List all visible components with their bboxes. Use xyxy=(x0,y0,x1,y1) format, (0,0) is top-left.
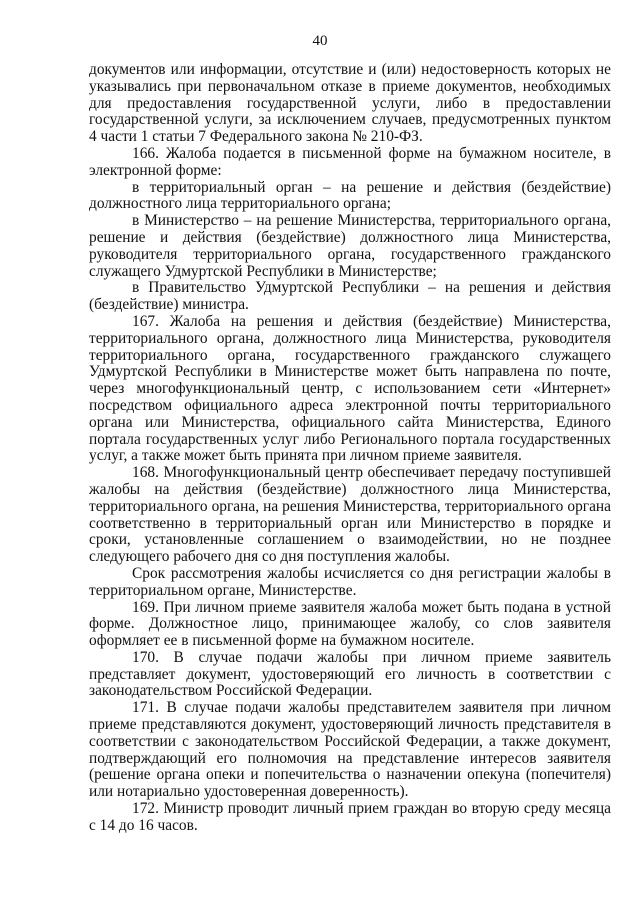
paragraph-168-term: Срок рассмотрения жалобы исчисляется со дня регистрации жалобы в территориальном органе, Министерстве. xyxy=(89,564,611,599)
paragraph-170: 170. В случае подачи жалобы при личном приеме заявитель представляет документ, удостоверяющий его личность в соответствии с законодательством Российской Федерации. xyxy=(89,648,611,700)
paragraph-172: 172. Министр проводит личный прием граждан во вторую среду месяца с 14 до 16 часов. xyxy=(89,800,611,834)
document-body xyxy=(89,62,611,835)
paragraph-166-government: в Правительство Удмуртской Республики – на решения и действия (бездействие) министра. xyxy=(89,279,611,314)
page-number: 40 xyxy=(312,33,328,49)
paragraph-166-ministry: в Министерство – на решение Министерства, территориального органа, решение и действия (бездействие) должностного лица Министерства, руководителя территориального органа, государственного гражданского служащего Удмуртской Республики в Министерстве; xyxy=(89,212,611,280)
paragraph-continuation: документов или информации, отсутствие и (или) недостоверность которых не указывались при первоначальном отказе в приеме документов, необходимых для предоставления государственной услуги, либо в предоставлении государственной услуги, за исключением случаев, предусмотренных пунктом 4 части 1 статьи 7 Федерального закона № 210-ФЗ. xyxy=(89,61,611,146)
paragraph-168: 168. Многофункциональный центр обеспечивает передачу поступившей жалобы на действия (бездействие) должностного лица Министерства, территориального органа, на решения Министерства, территориального органа соответственно в территориальный орган или Министерство в порядке и сроки, установленные соглашением о взаимодействии, но не позднее следующего рабочего дня со дня поступления жалобы. xyxy=(89,464,611,566)
paragraph-169: 169. При личном приеме заявителя жалоба может быть подана в устной форме. Должностное лицо, принимающее жалобу, со слов заявителя оформляет ее в письменной форме на бумажном носителе. xyxy=(89,598,611,650)
paragraph-171: 171. В случае подачи жалобы представителем заявителя при личном приеме представляются документ, удостоверяющий личность представителя в соответствии с законодательством Российской Федерации, а также документ, подтверждающий его полномочия на представление интересов заявителя (решение органа опеки и попечительства о назначении опекуна (попечителя) или нотариально удостоверенная доверенность). xyxy=(89,699,611,801)
paragraph-167: 167. Жалоба на решения и действия (бездействие) Министерства, территориального органа, должностного лица Министерства, руководителя территориального органа, государственного гражданского служащего Удмуртской Республики в Министерстве может быть направлена по почте, через многофункциональный центр, с использованием сети «Интернет» посредством официального адреса электронной почты территориального органа или Министерства, официального сайта Министерства, Единого портала государственных услуг либо Регионального портала государственных услуг, а также может быть принята при личном приеме заявителя. xyxy=(89,312,611,465)
paragraph-166-territorial: в территориальный орган – на решение и действия (бездействие) должностного лица территориального органа; xyxy=(89,178,611,213)
paragraph-166: 166. Жалоба подается в письменной форме на бумажном носителе, в электронной форме: xyxy=(89,144,611,179)
